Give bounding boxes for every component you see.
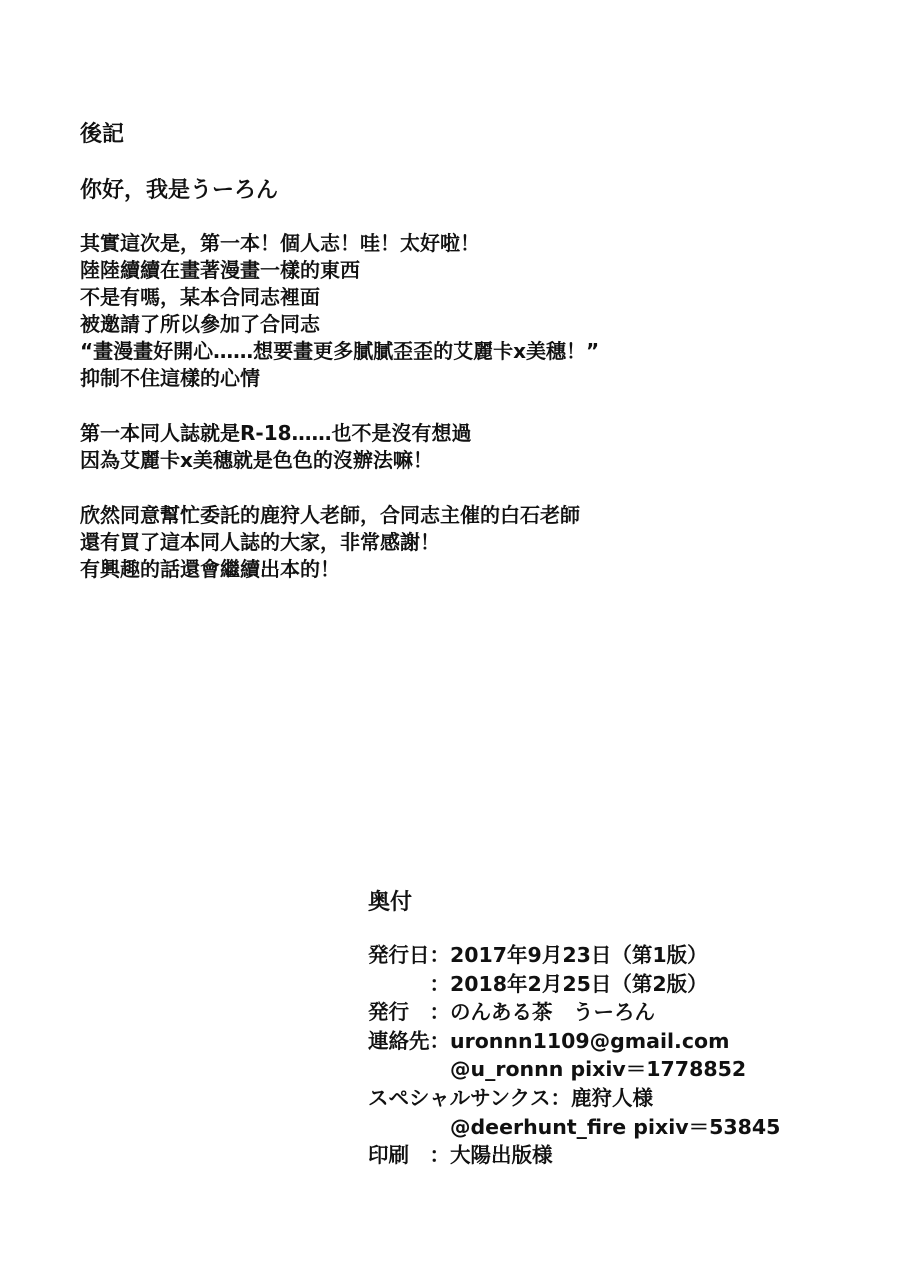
afterword-line: 其實這次是，第一本！個人志！哇！太好啦！	[80, 231, 480, 255]
colophon-title: 奥付	[368, 890, 413, 915]
afterword-section	[80, 118, 840, 611]
afterword-line: 被邀請了所以參加了合同志	[80, 312, 320, 336]
colophon-row-second-edition: ：2018年2月25日（第2版）	[368, 971, 708, 996]
afterword-title: 後記	[80, 122, 125, 147]
afterword-paragraph-3	[80, 502, 840, 583]
afterword-line: 第一本同人誌就是R-18……也不是沒有想過	[80, 421, 472, 445]
afterword-line: 陸陸續續在畫著漫畫一樣的東西	[80, 258, 360, 282]
afterword-line: 還有買了這本同人誌的大家，非常感謝！	[80, 530, 440, 554]
afterword-line: 有興趣的話還會繼續出本的！	[80, 557, 340, 581]
afterword-line: “畫漫畫好開心……想要畫更多膩膩歪歪的艾麗卡x美穗！”	[80, 339, 600, 363]
colophon-row-publisher: 発行 ：のんある茶 うーろん	[368, 1000, 655, 1025]
colophon-section	[368, 888, 868, 1170]
afterword-paragraph-2	[80, 420, 840, 474]
colophon-row-contact-social: @u_ronnn pixiv＝1778852	[368, 1057, 747, 1082]
colophon-row-publish-date: 発行日：2017年9月23日（第1版）	[368, 943, 708, 967]
colophon-row-contact-email: 連絡先：uronnn1109@gmail.com	[368, 1028, 730, 1053]
afterword-line: 欣然同意幫忙委託的鹿狩人老師，合同志主催的白石老師	[80, 503, 580, 527]
afterword-line: 因為艾麗卡x美穗就是色色的沒辦法嘛！	[80, 448, 433, 472]
afterword-paragraph-1	[80, 230, 840, 392]
colophon-row-thanks-social: @deerhunt_fire pixiv＝53845	[368, 1114, 781, 1139]
afterword-greeting: 你好，我是うーろん	[80, 178, 279, 203]
colophon-row-special-thanks: スペシャルサンクス：鹿狩人様	[368, 1085, 653, 1110]
afterword-line: 不是有嗎，某本合同志裡面	[80, 285, 320, 309]
afterword-line: 抑制不住這樣的心情	[80, 366, 260, 390]
colophon-row-printer: 印刷 ：大陽出版様	[368, 1143, 553, 1168]
